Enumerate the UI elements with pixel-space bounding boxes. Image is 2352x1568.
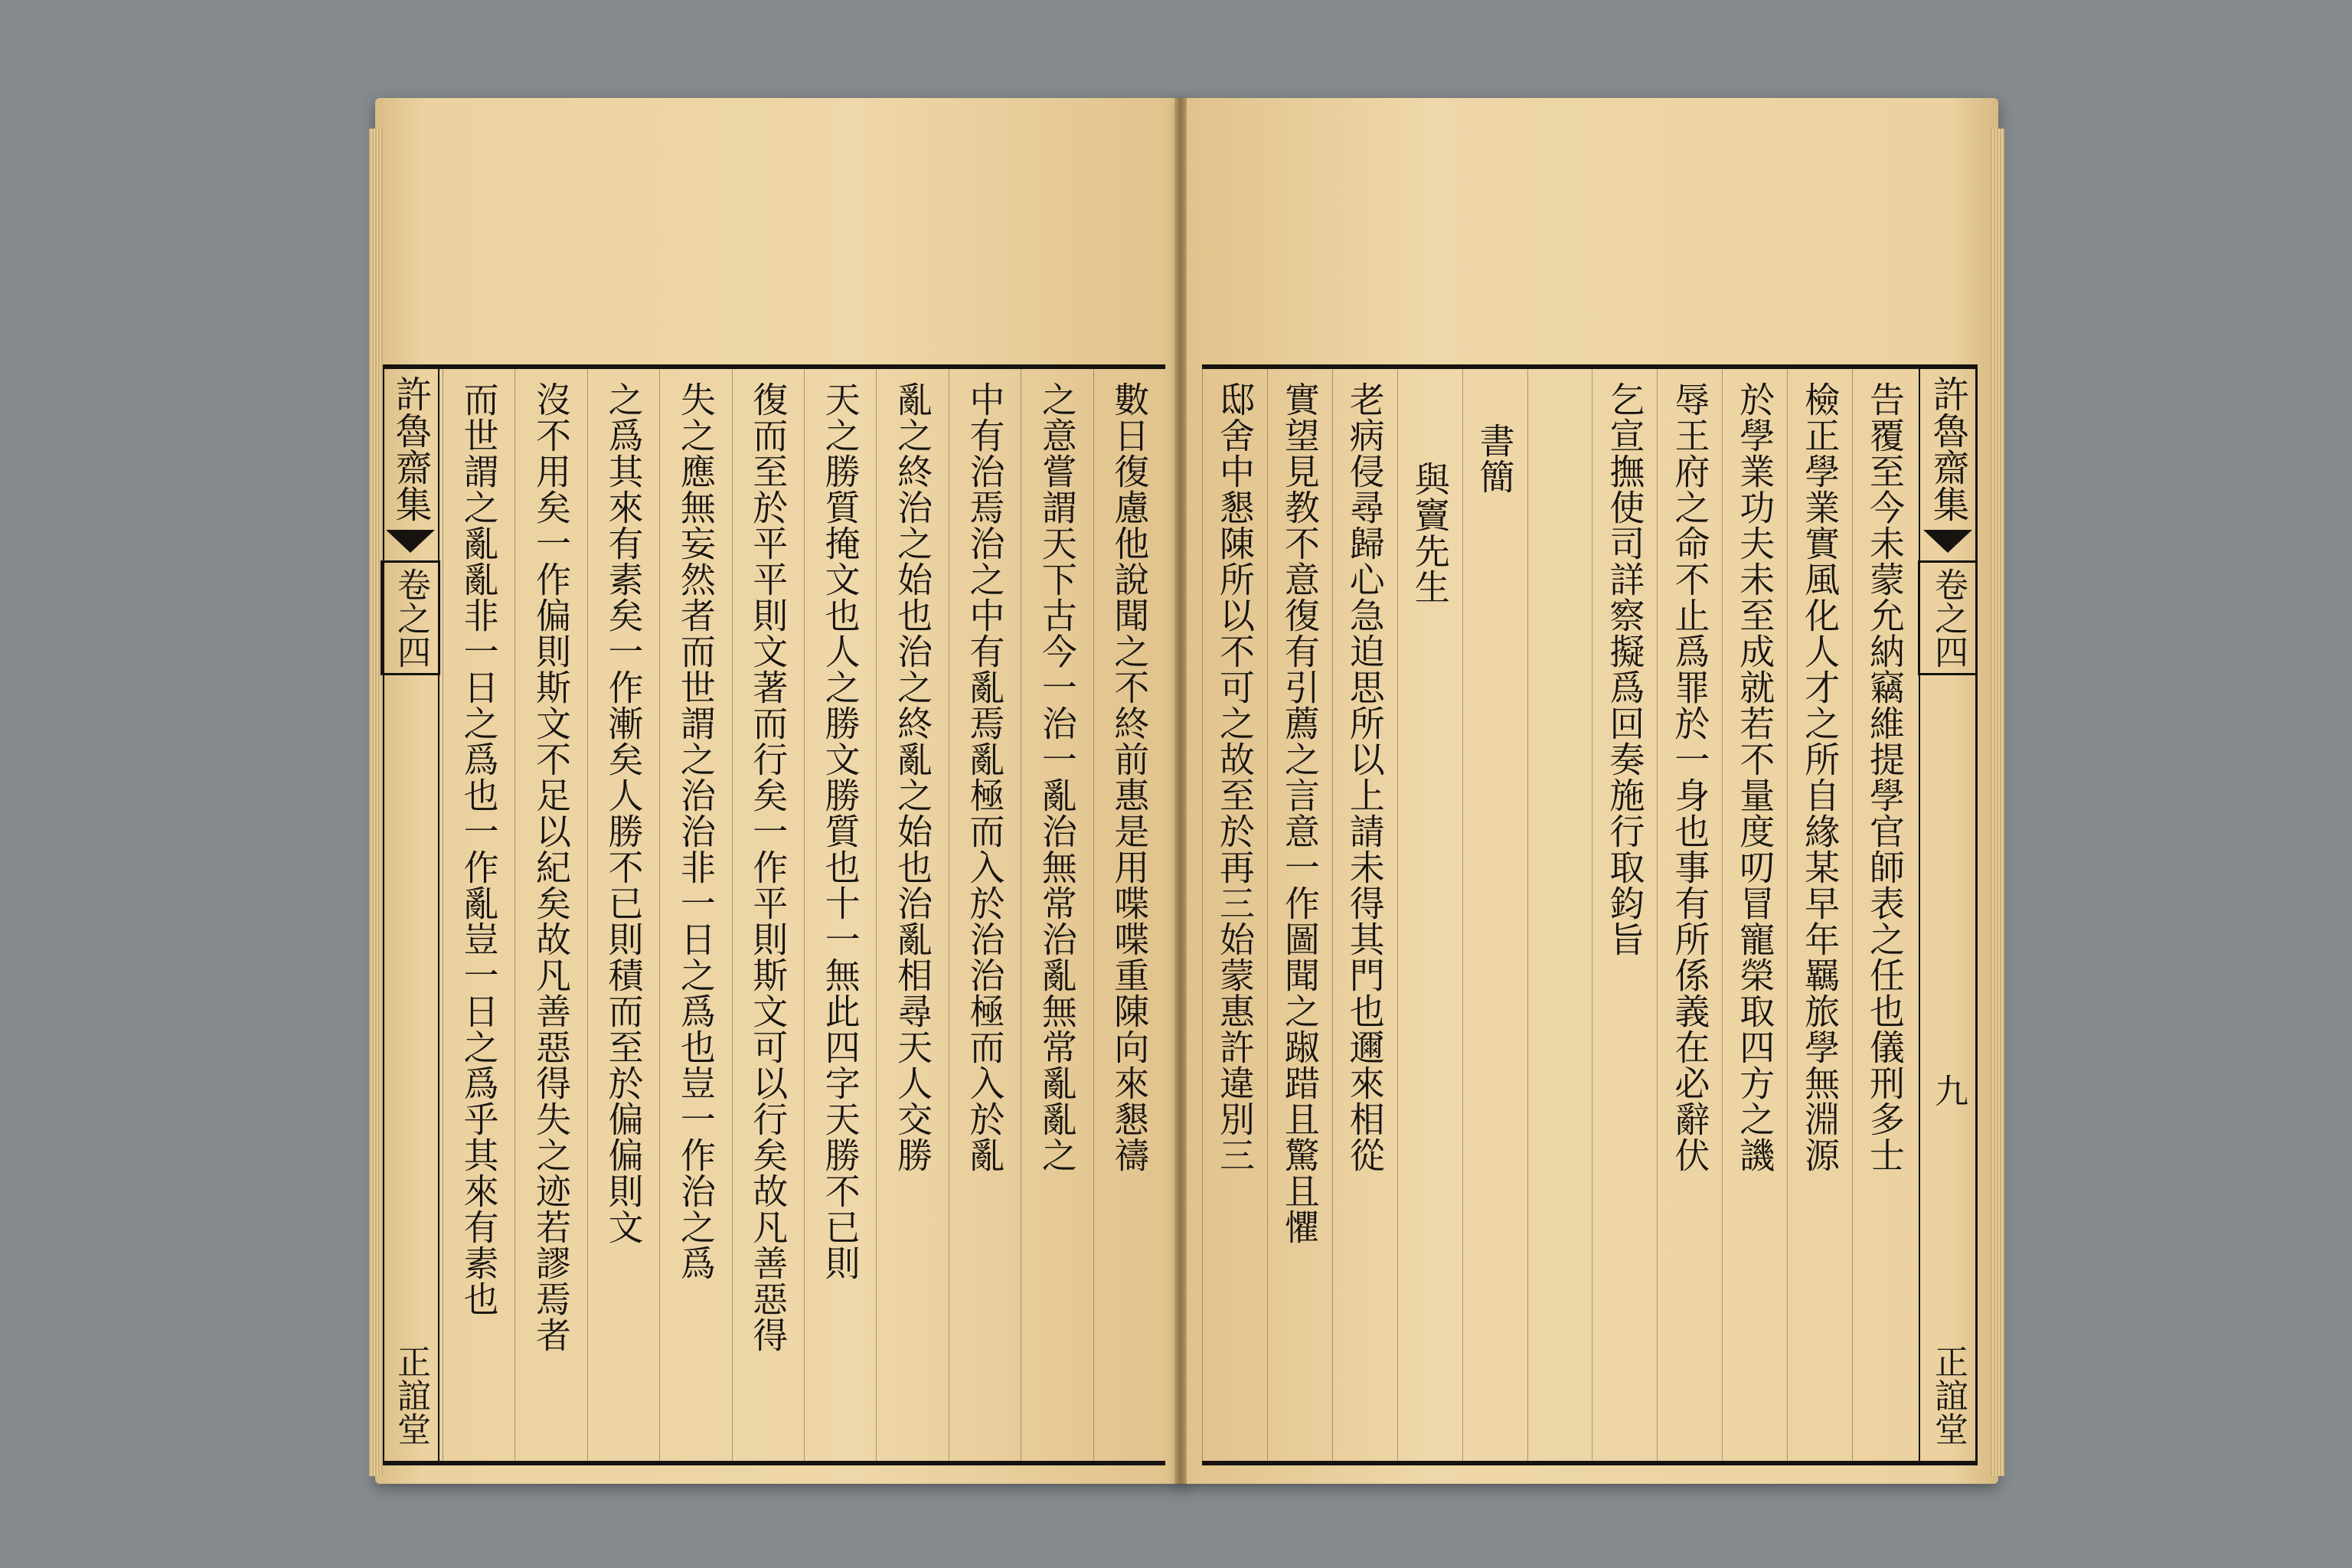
right-fish-tail-icon xyxy=(1923,530,1972,553)
text-column: 天之勝質掩文也人之勝文勝質也十一無此四字天勝不已則 xyxy=(804,369,876,1461)
right-banxin-title: 許魯齋集 xyxy=(1926,375,1969,522)
text-column: 告覆至今未蒙允納竊維提學官師表之任也儀刑多士 xyxy=(1852,369,1917,1461)
right-banxin-page-number: 九 xyxy=(1929,1073,1968,1107)
text-column: 乞宣撫使司詳察擬爲回奏施行取鈞旨 xyxy=(1592,369,1657,1461)
text-column: 書簡 xyxy=(1462,369,1527,1461)
left-fish-tail-icon xyxy=(386,530,435,553)
text-column: 而世謂之亂亂非一日之爲也一作亂豈一日之爲乎其來有素也 xyxy=(443,369,514,1461)
right-columns xyxy=(1202,369,1917,1461)
right-banxin-hall: 正誼堂 xyxy=(1929,1344,1968,1446)
page-edge-right xyxy=(1991,129,2004,1476)
text-column: 亂之終治之始也治之終亂之始也治亂相尋天人交勝 xyxy=(876,369,948,1461)
page-edge-left xyxy=(369,129,383,1476)
left-columns xyxy=(443,369,1165,1461)
right-text-frame xyxy=(1202,364,1978,1465)
book-gutter xyxy=(1174,98,1187,1484)
text-column: 沒不用矣一作偏則斯文不足以紀矣故凡善惡得失之迹若謬焉者 xyxy=(514,369,586,1461)
right-banxin xyxy=(1919,369,1975,1461)
text-column: 實望見教不意復有引薦之言意一作圖聞之踧踖且驚且懼 xyxy=(1267,369,1332,1461)
text-column: 數日復慮他說聞之不終前惠是用喋喋重陳向來懇禱 xyxy=(1093,369,1165,1461)
text-column: 檢正學業實風化人才之所自緣某早年羈旅學無淵源 xyxy=(1787,369,1852,1461)
text-column: 邸舍中懇陳所以不可之故至於再三始蒙惠許違別三 xyxy=(1202,369,1267,1461)
left-banxin xyxy=(383,369,439,1461)
text-column: 之意嘗謂天下古今一治一亂治無常治亂無常亂亂之 xyxy=(1021,369,1093,1461)
left-text-frame xyxy=(383,364,1165,1465)
text-column: 失之應無妄然者而世謂之治治非一日之爲也豈一作治之爲 xyxy=(659,369,731,1461)
text-column: 辱王府之命不止爲罪於一身也事有所係義在必辭伏 xyxy=(1657,369,1722,1461)
text-column: 復而至於平平則文著而行矣一作平則斯文可以行矣故凡善惡得 xyxy=(732,369,804,1461)
open-book xyxy=(360,90,2014,1499)
text-column: 於學業功夫未至成就若不量度叨冒寵榮取四方之譏 xyxy=(1722,369,1787,1461)
text-column: 老病侵尋歸心急迫思所以上請未得其門也邇來相從 xyxy=(1332,369,1397,1461)
right-banxin-juan: 卷之四 xyxy=(1918,560,1978,675)
left-banxin-hall: 正誼堂 xyxy=(391,1344,430,1446)
left-banxin-juan: 卷之四 xyxy=(381,560,440,675)
text-column xyxy=(1527,369,1592,1461)
text-column: 與竇先生 xyxy=(1397,369,1462,1461)
text-column: 中有治焉治之中有亂焉亂極而入於治治極而入於亂 xyxy=(949,369,1021,1461)
text-column: 之爲其來有素矣一作漸矣人勝不已則積而至於偏偏則文 xyxy=(587,369,659,1461)
left-banxin-title: 許魯齋集 xyxy=(389,375,432,522)
